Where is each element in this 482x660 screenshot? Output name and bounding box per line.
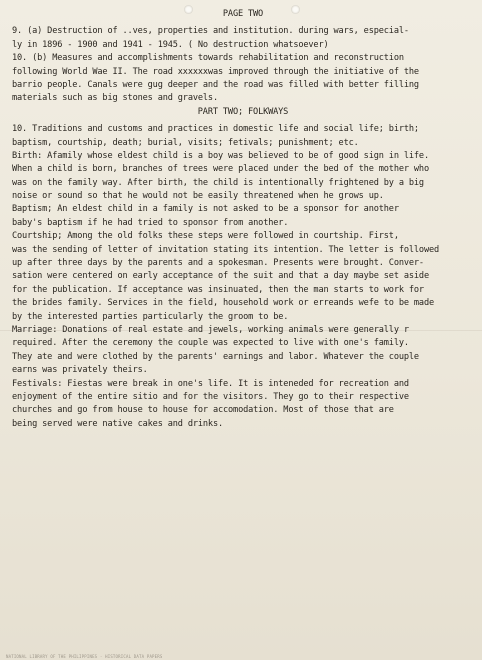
text-line: was on the family way. After birth, the child is intentionally frightened by a big [12, 177, 424, 188]
text-line: 9. (a) Destruction of ..ves, properties and institution. during wars, especial- [12, 26, 409, 37]
text-line: baptism, courtship, death; burial, visits; fetivals; punishment; etc. [12, 137, 359, 148]
text-line: enjoyment of the entire sitio and for the visitors. They go to their respective [12, 391, 409, 402]
text-line: Festivals: Fiestas were break in one's life. It is inteneded for recreation and [12, 378, 409, 389]
paragraph-block-destruction [12, 25, 474, 105]
page-title: PAGE TWO [222, 9, 264, 19]
text-line: noise or sound so that he would not be easily threatened when he grows up. [12, 191, 384, 202]
text-line: barrio people. Canals were gug deeper and the road was filled with better filling [12, 79, 419, 90]
text-line: When a child is born, branches of trees were placed under the bed of the mother who [12, 164, 429, 175]
text-line: required. After the ceremony the couple was expected to live with one's family. [12, 338, 409, 349]
text-line: 10. Traditions and customs and practices in domestic life and social life; birth; [12, 124, 419, 135]
text-line: materials such as big stones and gravels. [12, 93, 218, 104]
text-line: was the sending of letter of invitation stating its intention. The letter is followed [12, 244, 440, 255]
text-line: sation were centered on early acceptance of the suit and that a day maybe set aside [12, 271, 429, 282]
text-line: churches and go from house to house for accomodation. Most of those that are [12, 405, 394, 416]
archive-footer: NATIONAL LIBRARY OF THE PHILIPPINES · HISTORICAL DATA PAPERS [6, 654, 163, 659]
text-line: Marriage: Donations of real estate and jewels, working animals were generally r [12, 324, 409, 335]
paragraph-block-folkways [12, 123, 474, 431]
text-line: up after three days by the parents and a spokesman. Presents were brought. Conver- [12, 258, 424, 269]
text-line: Baptism; An eldest child in a family is not asked to be a sponsor for another [12, 204, 399, 215]
text-line: Birth: Afamily whose eldest child is a boy was believed to be of good sign in life. [12, 150, 429, 161]
typed-text-body [12, 8, 474, 431]
text-line: baby's baptism if he had tried to sponsor from another. [12, 217, 289, 228]
text-line: for the publication. If acceptance was insinuated, then the man starts to work for [12, 284, 424, 295]
text-line: They ate and were clothed by the parents' earnings and labor. Whatever the couple [12, 351, 419, 362]
text-line: Courtship; Among the old folks these steps were followed in courtship. First, [12, 231, 399, 242]
text-line: earns was privately theirs. [12, 365, 148, 376]
text-line: being served were native cakes and drinks. [12, 418, 224, 429]
text-line: ly in 1896 - 1900 and 1941 - 1945. ( No destruction whatsoever) [12, 39, 329, 50]
text-line: following World Wae II. The road xxxxxxwas improved through the initiative of the [12, 66, 419, 77]
text-line: by the interested parties particularly the groom to be. [12, 311, 289, 322]
section-heading: PART TWO; FOLKWAYS [197, 106, 289, 117]
text-line: 10. (b) Measures and accomplishments towards rehabilitation and reconstruction [12, 53, 404, 64]
text-line: the brides family. Services in the field, household work or erreands wefe to be made [12, 298, 435, 309]
